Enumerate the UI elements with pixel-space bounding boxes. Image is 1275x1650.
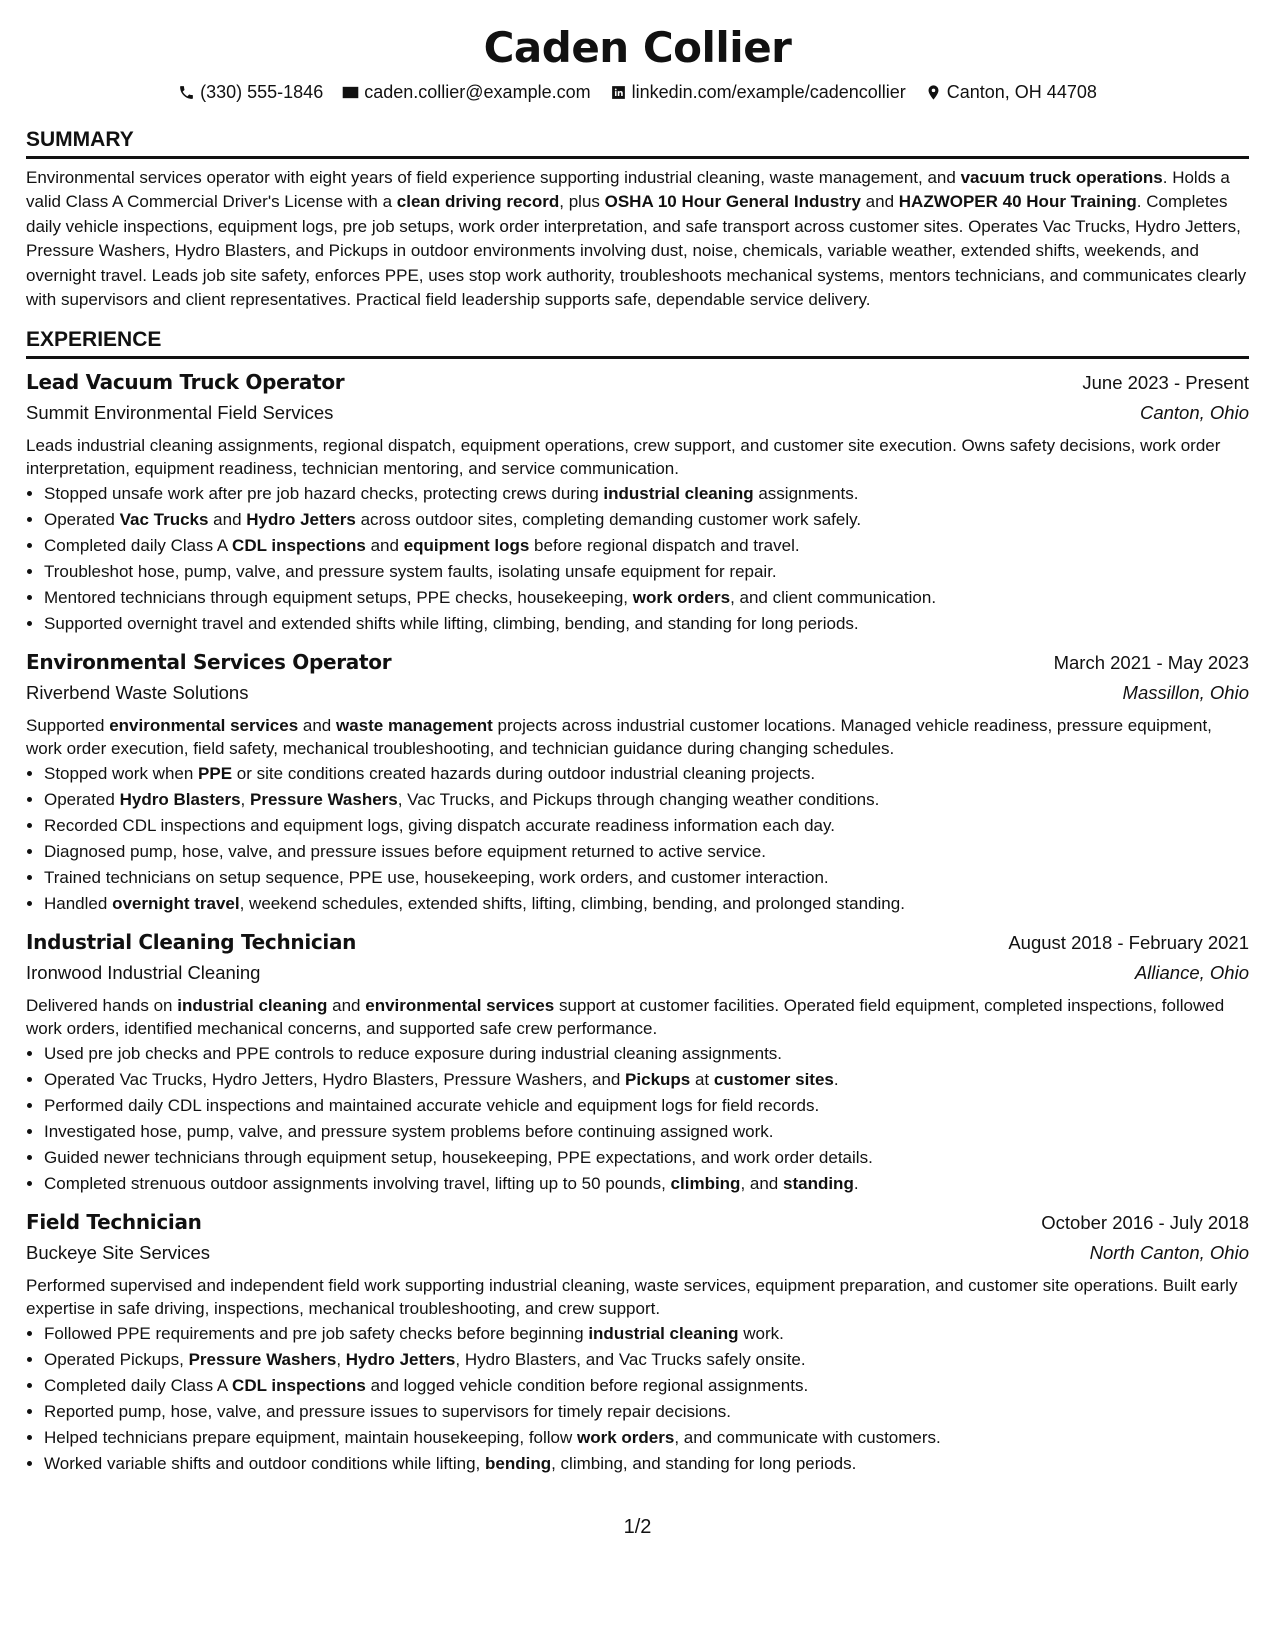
text-run: , Hydro Blasters, and Vac Trucks safely onsite. (455, 1349, 806, 1369)
text-run: , and (740, 1173, 783, 1193)
contact-linkedin-text: linkedin.com/example/cadencollier (631, 82, 906, 102)
resume-page (26, 22, 1249, 1477)
text-run: Mentored technicians through equipment setups, PPE checks, housekeeping, (44, 587, 633, 607)
bullet-item (44, 1451, 1249, 1477)
contact-location-text: Canton, OH 44708 (946, 82, 1097, 102)
text-run: Performed supervised and independent field work supporting industrial cleaning, waste services, equipment preparation, and customer site operations. Built early expertise in safe driving, inspections, mechanical troubleshooting, and crew support. (26, 1275, 1238, 1318)
text-run: Helped technicians prepare equipment, maintain housekeeping, follow (44, 1427, 578, 1447)
text-run: Completed strenuous outdoor assignments involving travel, lifting up to 50 pounds, (44, 1173, 671, 1193)
bold-phrase: environmental services (109, 715, 299, 735)
experience-heading: EXPERIENCE (26, 327, 1249, 359)
text-run: and (365, 535, 404, 555)
text-run: Reported pump, hose, valve, and pressure issues to supervisors for timely repair decisions. (44, 1401, 731, 1421)
text-run: , (240, 789, 250, 809)
summary-heading: SUMMARY (26, 127, 1249, 159)
bullet-item (44, 891, 1249, 917)
bold-phrase: Pressure Washers (250, 789, 398, 809)
text-run: before regional dispatch and travel. (529, 535, 800, 555)
text-run: Troubleshot hose, pump, valve, and pressure system faults, isolating unsafe equipment for repair. (44, 561, 777, 581)
page-number: 1/2 (623, 1516, 652, 1538)
job-company: Riverbend Waste Solutions (26, 681, 249, 703)
job-location: Massillon, Ohio (1122, 681, 1249, 703)
bold-phrase: clean driving record (396, 192, 560, 211)
bold-phrase: Hydro Jetters (345, 1349, 456, 1369)
bullet-item (44, 1041, 1249, 1067)
job-company: Summit Environmental Field Services (26, 401, 334, 423)
text-run: across outdoor sites, completing demanding customer work safely. (355, 509, 862, 529)
job-company: Buckeye Site Services (26, 1241, 211, 1263)
text-run: Supported (26, 715, 110, 735)
text-run: Environmental services operator with eight years of field experience supporting industrial cleaning, waste management, and (26, 167, 961, 187)
bold-phrase: vacuum truck operations (960, 167, 1163, 187)
text-run: Handled (44, 893, 113, 913)
text-run: Operated (44, 789, 120, 809)
bullet-item (44, 1171, 1249, 1197)
text-run: . (833, 1069, 839, 1089)
text-run: . Completes daily vehicle inspections, equipment logs, pre job setups, work order interpretation, and safe transport across customer sites. Operates Vac Trucks, Hydro Jetters, Pressure Washers, Hydro Blasters, and Pickups in outdoor environments involving dust, noise, chemicals, variable weather, extended shifts, weekends, and overnight travel. Leads job site safety, enforces PPE, uses stop work authority, troubleshoots mechanical systems, mentors technicians, and communicates clearly with supervisors and client representatives. Practical field leadership supports safe, dependable service delivery. (26, 192, 1247, 309)
job-title: Lead Vacuum Truck Operator (26, 369, 345, 394)
bullet-item (44, 865, 1249, 891)
job-location: Canton, Ohio (1139, 401, 1249, 423)
bold-phrase: industrial cleaning (588, 1323, 739, 1343)
job-description (26, 994, 1249, 1041)
text-run: projects across industrial customer locations. Managed vehicle readiness, pressure equipment, work order execution, field safety, mechanical troubleshooting, and technician guidance during changing schedules. (26, 715, 1212, 758)
text-run: Operated Pickups, (44, 1349, 189, 1369)
text-run: Followed PPE requirements and pre job safety checks before beginning (44, 1323, 589, 1343)
job-title: Industrial Cleaning Technician (26, 929, 357, 954)
text-run: or site conditions created hazards during outdoor industrial cleaning projects. (232, 763, 816, 783)
bullet-item (44, 585, 1249, 611)
contact-email-text: caden.collier@example.com (364, 82, 591, 102)
phone-icon (178, 84, 195, 101)
text-run: at (690, 1069, 714, 1089)
bold-phrase: work orders (577, 1427, 675, 1447)
contact-linkedin[interactable] (610, 80, 906, 104)
text-run: , climbing, and standing for long periods. (551, 1453, 857, 1473)
text-run: Used pre job checks and PPE controls to reduce exposure during industrial cleaning assignments. (44, 1043, 783, 1063)
bullet-item (44, 611, 1249, 637)
text-run: and (208, 509, 247, 529)
contact-email[interactable] (342, 80, 590, 104)
job-location: North Canton, Ohio (1089, 1241, 1249, 1263)
bold-phrase: overnight travel (112, 893, 240, 913)
experience-section (26, 327, 1249, 1477)
bold-phrase: industrial cleaning (177, 995, 328, 1015)
bold-phrase: equipment logs (403, 535, 530, 555)
bold-phrase: work orders (632, 587, 731, 607)
job-bullets (26, 481, 1249, 637)
text-run: , Vac Trucks, and Pickups through changing weather conditions. (397, 789, 880, 809)
job-description (26, 434, 1249, 481)
linkedin-icon (610, 84, 627, 101)
text-run: assignments. (753, 483, 859, 503)
job-entry (26, 367, 1249, 637)
text-run: Investigated hose, pump, valve, and pressure system problems before continuing assigned work. (44, 1121, 774, 1141)
bold-phrase: environmental services (365, 995, 555, 1015)
experience-list (26, 367, 1249, 1477)
text-run: Stopped unsafe work after pre job hazard checks, protecting crews during (44, 483, 604, 503)
bold-phrase: OSHA 10 Hour General Industry (604, 192, 861, 211)
job-entry (26, 647, 1249, 917)
text-run: Supported overnight travel and extended shifts while lifting, climbing, bending, and standing for long periods. (44, 613, 859, 633)
text-run: , (336, 1349, 346, 1369)
bullet-item (44, 1067, 1249, 1093)
bold-phrase: CDL inspections (232, 535, 366, 555)
bullet-item (44, 1425, 1249, 1451)
bold-phrase: standing (783, 1173, 854, 1193)
text-run: Leads industrial cleaning assignments, regional dispatch, equipment operations, crew support, and customer site execution. Owns safety decisions, work order interpretation, equipment readiness, technician mentoring, and service communication. (26, 435, 1221, 478)
job-bullets (26, 1041, 1249, 1197)
bold-phrase: waste management (335, 715, 493, 735)
bold-phrase: customer sites (713, 1069, 834, 1089)
text-run: Delivered hands on (26, 995, 178, 1015)
bullet-item (44, 1119, 1249, 1145)
job-title: Field Technician (26, 1209, 202, 1234)
bold-phrase: bending (484, 1453, 552, 1473)
text-run: Operated (44, 509, 120, 529)
text-run: Stopped work when (44, 763, 199, 783)
text-run: , weekend schedules, extended shifts, lifting, climbing, bending, and prolonged standing. (239, 893, 905, 913)
job-bullets (26, 761, 1249, 917)
bullet-item (44, 533, 1249, 559)
bold-phrase: Hydro Jetters (246, 509, 356, 529)
bold-phrase: climbing (670, 1173, 741, 1193)
text-run: , plus (559, 192, 605, 211)
text-run: Guided newer technicians through equipment setup, housekeeping, PPE expectations, and work order details. (44, 1147, 873, 1167)
text-run: , and client communication. (730, 587, 937, 607)
text-run: and (327, 995, 366, 1015)
text-run: support at customer facilities. Operated field equipment, completed inspections, followed work orders, identified mechanical concerns, and supported safe crew performance. (26, 995, 1225, 1038)
bold-phrase: industrial cleaning (603, 483, 754, 503)
summary-section (26, 127, 1249, 313)
bullet-item (44, 507, 1249, 533)
bullet-item (44, 839, 1249, 865)
bullet-item (44, 787, 1249, 813)
bullet-item (44, 1321, 1249, 1347)
bold-phrase: CDL inspections (232, 1375, 366, 1395)
job-dates: June 2023 - Present (1082, 371, 1249, 393)
text-run: Completed daily Class A (44, 535, 233, 555)
bullet-item (44, 1145, 1249, 1171)
bullet-item (44, 1093, 1249, 1119)
job-description (26, 1274, 1249, 1321)
bold-phrase: Pressure Washers (188, 1349, 337, 1369)
job-entry (26, 1207, 1249, 1477)
bold-phrase: Pickups (625, 1069, 691, 1089)
bold-phrase: PPE (198, 763, 233, 783)
text-run: Completed daily Class A (44, 1375, 233, 1395)
bold-phrase: Vac Trucks (119, 509, 209, 529)
job-title: Environmental Services Operator (26, 649, 392, 674)
candidate-name: Caden Collier (483, 23, 792, 72)
job-dates: March 2021 - May 2023 (1053, 651, 1249, 673)
job-description (26, 714, 1249, 761)
job-dates: October 2016 - July 2018 (1041, 1211, 1249, 1233)
text-run: Recorded CDL inspections and equipment logs, giving dispatch accurate readiness information each day. (44, 815, 835, 835)
job-bullets (26, 1321, 1249, 1477)
text-run: Operated Vac Trucks, Hydro Jetters, Hydro Blasters, Pressure Washers, and (44, 1069, 626, 1089)
job-entry (26, 927, 1249, 1197)
text-run: . Holds a valid Class A Commercial Driver's License with a (26, 167, 1230, 211)
contact-location (925, 80, 1097, 104)
bullet-item (44, 481, 1249, 507)
bullet-item (44, 559, 1249, 585)
contact-phone[interactable] (178, 80, 323, 104)
bold-phrase: HAZWOPER 40 Hour Training (898, 192, 1137, 211)
text-run: Worked variable shifts and outdoor conditions while lifting, (44, 1453, 485, 1473)
bullet-item (44, 813, 1249, 839)
job-dates: August 2018 - February 2021 (1008, 931, 1249, 953)
text-run: . (853, 1173, 859, 1193)
text-run: Performed daily CDL inspections and maintained accurate vehicle and equipment logs for field records. (44, 1095, 820, 1115)
text-run: Diagnosed pump, hose, valve, and pressure issues before equipment returned to active service. (44, 841, 766, 861)
text-run: Trained technicians on setup sequence, PPE use, housekeeping, work orders, and customer interaction. (44, 867, 829, 887)
location-pin-icon (925, 84, 942, 101)
text-run: , and communicate with customers. (674, 1427, 941, 1447)
text-run: and (298, 715, 336, 735)
contact-phone-text: (330) 555-1846 (200, 82, 324, 102)
summary-text (26, 166, 1249, 313)
envelope-icon (342, 84, 359, 101)
text-run: work. (738, 1323, 784, 1343)
text-run: and (860, 192, 899, 211)
text-run: and logged vehicle condition before regional assignments. (365, 1375, 809, 1395)
bullet-item (44, 761, 1249, 787)
contact-bar (26, 80, 1249, 107)
bullet-item (44, 1347, 1249, 1373)
bold-phrase: Hydro Blasters (119, 789, 241, 809)
bullet-item (44, 1373, 1249, 1399)
job-location: Alliance, Ohio (1134, 961, 1249, 983)
bullet-item (44, 1399, 1249, 1425)
job-company: Ironwood Industrial Cleaning (26, 961, 261, 983)
